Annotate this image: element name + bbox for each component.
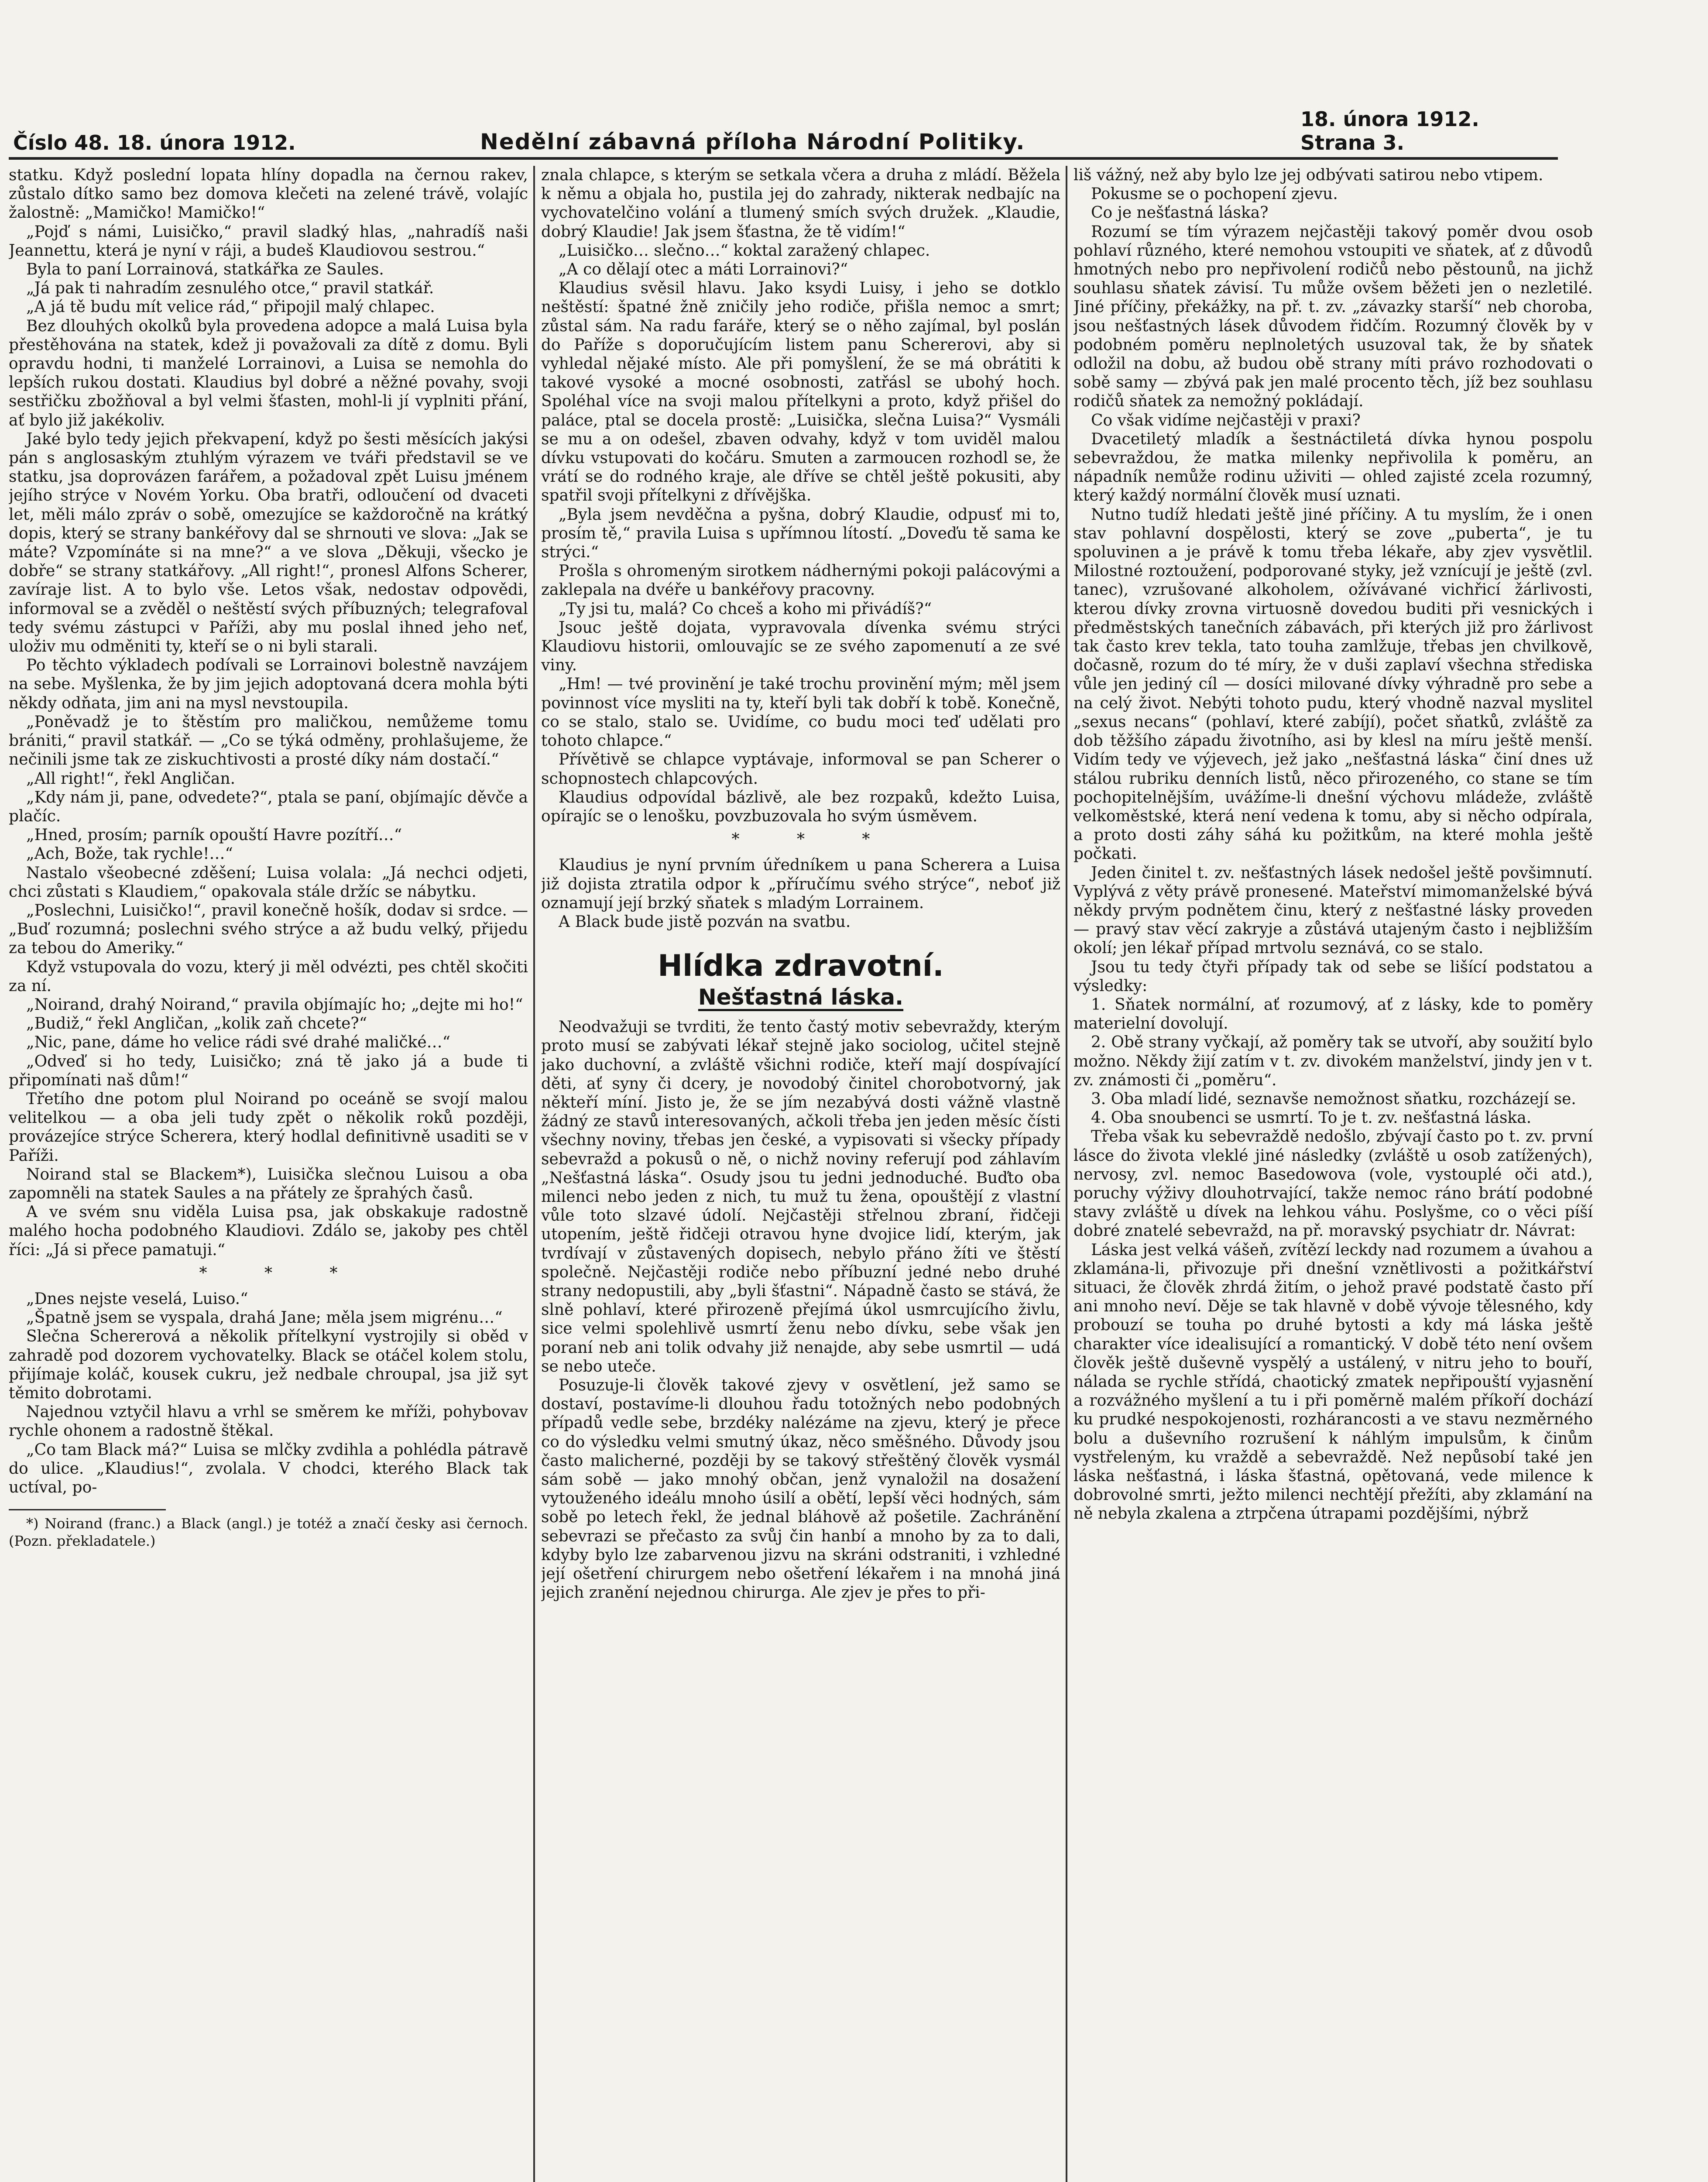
paragraph: „Luisičko… slečno…“ koktal zaražený chlapec. — [559, 241, 930, 260]
paragraph: Posuzuje-li člověk takové zjevy v osvětlení, jež samo se dostaví, postavíme-li dlouhou řadu totožných nebo podobných případů vedle sebe, brzdéky nalézáme na zjevu, který je přece co do výsledku velmi smutný úkaz, něco směšného. Důvody jsou často malicherné, později by se takový střeštěný člověk vysmál sám sobě — jako mnohý občan, jenž vynaložil na dosažení vytouženého ideálu mnoho úsilí a obětí, lepší věci hodných, sám sobě po letech řekl, že jednal bláhově až pošetile. Zachránění sebevrazi se přečasto za svůj čin hanbí a mnoho by za to dali, kdyby bylo lze zabarvenou jizvu na skráni odstraniti, i vzhledné její ošetření chirurgem nebo ošetření lékařem i na mnohá jiná jejich zranění nejednou chirurga. Ale zjev je přes to při- — [541, 1376, 1060, 1602]
paragraph: Třetího dne potom plul Noirand po oceáně se svojí malou velitelkou — a oba jeli tudy zpět o několik roků později, provázejíce strýce Scherera, který hodlal definitivně usaditi se v Paříži. — [9, 1090, 528, 1165]
paragraph: Klaudius je nyní prvním úředníkem u pana Scherera a Luisa již dojista ztratila odpor k „příručímu svého strýce“, neboť již oznamují její brzký sňatek s mladým Lorrainem. — [541, 856, 1060, 912]
header-issue: Číslo 48. 18. února 1912. — [13, 131, 296, 154]
paragraph: „Ty jsi tu, malá? Co chceš a koho mi přivádíš?“ — [559, 600, 932, 618]
paragraph: Když vstupovala do vozu, který ji měl odvézti, pes chtěl skočiti za ní. — [9, 958, 528, 995]
paragraph: Neodvažuji se tvrditi, že tento častý motiv sebevraždy, kterým proto musí se zabývati lékař stejně jako sociolog, učitel stejně jako duchovní, a zvláště všichni rodiče, kteří mají dospívající děti, ať syny či dcery, je novodobý činitel chorobotvorný, jak někteří míní. Jisto je, že se jím nezabývá dosti vážně vlastně žádný ze stavů interesovaných, ačkoli třeba jen jeden měsíc čísti všechny noviny, třebas jen české, a vypisovati si všecky případy sebevražd a pokusů o ně, o nichž noviny referují pod záhlavím „Nešťastná láska“. Osudy jsou tu jedni jednoduché. Buďto oba milenci nebo jeden z nich, tu muž tu žena, opouštějí z vlastní vůle toto slzavé údolí. Nejčastěji střelnou zbraní, řidčeji utopením, ještě řidčeji otravou hyne dvojice lidí, kterým, jak tvrdívají v zůstavených dopisech, nebylo přáno žíti ve štěstí společně. Nejčastěji rodiče nebo příbuzní jedné nebo druhé strany nedopustili, aby „byli šťastni“. Nápadně často se stává, že slně pohlaví, které přirozeně přejímá úkol usmrcujícího živlu, sice velmi spolehlivě usmrtí ženu nebo dívku, sebe však jen poraní neb ani tolik odvahy již nenajde, aby sebe usmrtil — udá se nebo uteče. — [541, 1018, 1060, 1376]
paragraph: „Co tam Black má?“ Luisa se mlčky zvdihla a pohlédla pátravě do ulice. „Klaudius!“, zvolala. V chodci, kterého Black tak uctíval, po- — [9, 1441, 528, 1497]
paragraph: „A co dělají otec a máti Lorrainovi?“ — [559, 261, 848, 279]
paragraph: Třeba však ku sebevraždě nedošlo, zbývají často po t. zv. první lásce do života vleklé jiné následky (zvláště u osob zatížených), nervosy, zvl. nemoc Basedowova (vole, vystouplé oči atd.), poruchy výživy dlouhotrvající, takže nemoc ráno brátí podobné stavy zvláště u dívek na lehkou váhu. Poslyšme, co o věci píší dobré znatelé sebevražd, na př. moravský psychiatr dr. Návrat: — [1074, 1128, 1593, 1240]
column-divider — [533, 166, 535, 2182]
section-break-stars: * * * — [199, 1264, 364, 1282]
paragraph: 2. Obě strany vyčkají, až poměry tak se utvoří, aby soužití bylo možno. Někdy žijí zatím v t. zv. divokém manželství, jindy jen v t. zv. známosti či „poměru“. — [1074, 1033, 1593, 1089]
paragraph: „Nic, pane, dáme ho velice rádi své drahé maličké…“ — [26, 1033, 451, 1052]
paragraph: „Já pak ti nahradím zesnulého otce,“ pravil statkář. — [26, 279, 434, 298]
paragraph: Láska jest velká vášeň, zvítězí leckdy nad rozumem a úvahou a zklamána-li, přivozuje při dnešní vznětlivosti a požitkářství situaci, že člověk zhrdá žitím, o jehož pravé podstatě často pří ani mnoho neví. Děje se tak hlavně v době vývoje tělesného, kdy probouzí se touha po druhé bytosti a kdy má láska ještě charakter více idealisující a romantický. V době této není ovšem člověk ještě duševně vyspělý a ustálený, v nitru jeho to bouří, nálada se rychle střídá, chaotický zmatek nepřipouští vyjasnění a rozvážného myšlení a tu i při poměrně malém příkoří dochází ku prudké nespokojenosti, rozhárancosti a ve stavu nezměrného bolu a duševního rozrušení k náhlým impulsům, k činům vystřeleným, ku vraždě a sebevraždě. Než nepůsobí také jen láska nešťastná, i láska šťastná, opětovaná, vede milence k dobrovolné smrti, ježto milenci nechtějí přežíti, aby zklamání na ně nebyla zkalena a ztrpčena útrapami pozdějšími, nýbrž — [1074, 1241, 1593, 1523]
footnote: *) Noirand (franc.) a Black (angl.) je totéž a značí česky asi černoch. (Pozn. překladatele.) — [9, 1515, 528, 1550]
paragraph: 3. Oba mladí lidé, seznavše nemožnost sňatku, rozcházejí se. — [1091, 1090, 1576, 1108]
paragraph: 1. Sňatek normální, ať rozumový, ať z lásky, kde to poměry materielní dovolují. — [1074, 995, 1593, 1033]
paragraph: Najednou vztyčil hlavu a vrhl se směrem ke mříži, pohybovav rychle ohonem a radostně štěkal. — [9, 1403, 528, 1440]
paragraph: Prošla s ohromeným sirotkem nádhernými pokoji palácovými a zaklepala na dvéře u bankéřovy pracovny. — [541, 562, 1060, 599]
paragraph: Jsouc ještě dojata, vypravovala dívenka svému strýci Klaudiovu historii, omlouvajíc se ze svého zapomenutí a ze své viny. — [541, 618, 1060, 675]
paragraph: „A já tě budu mít velice rád,“ připojil malý chlapec. — [26, 298, 435, 316]
paragraph: „Noirand, drahý Noirand,“ pravila objímajíc ho; „dejte mi ho!“ — [26, 995, 523, 1014]
paragraph: Noirand stal se Blackem*), Luisička slečnou Luisou a oba zapomněli na statek Saules a na přátely ze šprahých časů. — [9, 1165, 528, 1202]
paragraph: „Špatně jsem se vyspala, drahá Jane; měla jsem migrénu…“ — [26, 1309, 503, 1327]
section-title: Hlídka zdravotní. — [658, 949, 944, 984]
paragraph: Co je nešťastná láska? — [1091, 204, 1269, 222]
paragraph: „Byla jsem nevděčna a pyšna, dobrý Klaudie, odpusť mi to, prosím tě,“ pravila Luisa s upřímnou lítostí. „Doveďu tě sama ke strýci.“ — [541, 505, 1060, 562]
paragraph: „Hned, prosím; parník opouští Havre pozítří…“ — [26, 826, 402, 844]
column-1 — [9, 166, 528, 2182]
paragraph: „Odveď si ho tedy, Luisičko; zná tě jako já a bude ti připomínati naš dům!“ — [9, 1052, 528, 1089]
paragraph: „Budiž,“ řekl Angličan, „kolik zaň chcete?“ — [26, 1015, 367, 1033]
paragraph: „Ach, Bože, tak rychle!…“ — [26, 845, 233, 863]
paragraph: Přívětivě se chlapce vyptávaje, informoval se pan Scherer o schopnostech chlapcových. — [541, 751, 1060, 788]
page-header — [9, 107, 1558, 160]
paragraph: Jaké bylo tedy jejich překvapení, když po šesti měsících jakýsi pán s anglosaským ztuhlým výrazem ve tváři představil se ve statku, jsa doprovázen farářem, a požadoval zpět Luisu jménem jejího strýce v Novém Yorku. Oba bratři, odloučení od dvaceti let, měli málo zpráv o sobě, omezujíce se každoročně na krátký dopis, který se strany bankéřovy dal se shrnouti ve slova: „Jak se máte? Vzpomínáte si na mne?“ a ve slova „Děkuji, všecko je dobře“ se strany statkářovy. „All right!“, pronesl Alfons Scherer, zavíraje list. A to bylo vše. Letos však, nedostav odpovědi, informoval se a zvěděl o neštěstí svých příbuzných; telegrafoval tedy svému zástupci v Paříži, aby mu poslal ihned jeho neť, uloživ mu odměniti ty, kteří se o ni byli starali. — [9, 430, 528, 656]
paragraph: Klaudius odpovídal bázlivě, ale bez rozpaků, kdežto Luisa, opírajíc se o lenošku, povzbuzovala ho svým úsměvem. — [541, 788, 1060, 825]
paragraph: „Hm! — tvé provinění je také trochu provinění mým; měl jsem povinnost více mysliti na ty, kteří byli tak dobří k tobě. Konečně, co se stalo, stalo se. Uvidíme, co budu moci teď udělati pro tohoto chlapce.“ — [541, 675, 1060, 750]
paragraph: Byla to paní Lorrainová, statkářka ze Saules. — [26, 261, 384, 279]
section-break-stars: * * * — [731, 830, 896, 849]
paragraph: „Poslechni, Luisičko!“, pravil konečně hošík, dodav si srdce. — „Buď rozumná; poslechni svého strýce a až budu velký, přijedu za tebou do Ameriky.“ — [9, 901, 528, 957]
paragraph: A ve svém snu viděla Luisa psa, jak obskakuje radostně malého hocha podobného Klaudiovi. Zdálo se, jakoby pes chtěl říci: „Já si přece pamatuji.“ — [9, 1203, 528, 1259]
paragraph: Nutno tudíž hledati ještě jiné příčiny. A tu myslím, že i onen stav pohlavní dospělosti, který se zove „puberta“, je tu spoluvinen a je právě k tomu třeba lékaře, aby zjev vysvětlil. Milostné roztoužení, podporované styky, jež vznícují je ještě (zvl. tanec), vzrušované alkoholem, ožívávané vichřicí žárlivosti, kterou dívky zrovna virtuosně dovedou buditi při vesnických i předměstských tanečních zábavách, při kterých již pro žárlivost tak často krev tekla, tato touha zamlžuje, třebas jen chvilkově, dočasně, rozum do té míry, že v duši zaplaví všechna střediska vůle jen jediný cíl — dosíci milované dívky výhradně pro sebe a na celý život. Nebýti tohoto pudu, který vhodně nazval myslitel „sexus necans“ (pohlaví, které zabíjí), počet sňatků, zvláště za dob těžšího západu životního, asi by klesl na míru ještě menší. Vidím tedy ve výjevech, jež jako „nešťastná láska“ činí dnes už stálou rubriku denních listů, něco přirozeného, co stane se tím pochopitelnějším, uvážíme-li dnešní výchovu mládeže, zvláště velkoměstské, která není vedena k tomu, aby si něcho odpírala, a proto dosti záhy sáhá ku požitkům, na které mohla ještě počkati. — [1074, 505, 1593, 863]
footnote-divider — [9, 1509, 166, 1510]
paragraph: Klaudius svěsil hlavu. Jako ksydi Luisy, i jeho se dotklo neštěstí: špatné žně zničily jeho rodiče, přišla nemoc a smrt; zůstal sám. Na radu faráře, který se o něho zajímal, byl poslán do Paříže s doporučujícím listem panu Schererovi, aby si vyhledal nějaké místo. Ale při pomyšlení, že se má obrátiti k takové vysoké a mocné osobnosti, zatřásl se ubohý hoch. Spoléhal více na svoji malou přítelkyni a proto, když přišel do paláce, ptal se docela prostě: „Luisička, slečna Luisa?“ Vysmáli se mu a on odešel, zbaven odvahy, když v tom uviděl malou dívku vstupovati do kočáru. Smuten a zarmoucen rozhodl se, že vrátí se do rodného kraje, ale dříve se chtěl ještě pokusiti, aby spatřil svoji přítelkyni z dřívějška. — [541, 279, 1060, 505]
column-3 — [1074, 166, 1593, 2182]
paragraph: Co však vidíme nejčastěji v praxi? — [1091, 411, 1361, 429]
paragraph: znala chlapce, s kterým se setkala včera a druha z mládí. Běžela k němu a objala ho, pustila jej do zahrady, nikterak nedbajíc na vychovatelčino volání a tlumený smích svých družek. „Klaudie, dobrý Klaudie! Jak jsem šťastna, že tě vidím!“ — [541, 166, 1060, 241]
paragraph: „Poněvadž je to štěstím pro maličkou, nemůžeme tomu brániti,“ pravil statkář. — „Co se týká odměny, prohlašujeme, že nečinili jsme tak ze ziskuchtivosti a prosté díky nám dostačí.“ — [9, 713, 528, 769]
paragraph: Jsou tu tedy čtyři případy tak od sebe se lišící podstatou a výsledky: — [1074, 958, 1593, 995]
header-publication-title: Nedělní zábavná příloha Národní Politiky. — [480, 129, 1025, 154]
paragraph: Rozumí se tím výrazem nejčastěji takový poměr dvou osob pohlaví různého, které nemohou vstoupiti ve sňatek, ať z důvodů hmotných nebo pro nepřivolení rodičů nebo pěstounů, na jichž souhlasu sňatek závisí. Tu může ovšem běžeti jen o nezletilé. Jiné příčiny, překážky, na př. t. zv. „závazky starší“ neb choroba, jsou nešťastných lásek důvodem řidčím. Rozumný člověk by v podobném poměru neplnoletých usuzoval tak, že by sňatek odložil na dobu, až budou obě strany míti právo rozhodovati o sobě samy — zbývá pak jen malé procento těch, jíž bez souhlasu rodičů sňatek za nemožný pokládají. — [1074, 223, 1593, 411]
column-2 — [541, 166, 1060, 2182]
paragraph: „Dnes nejste veselá, Luiso.“ — [26, 1290, 248, 1308]
paragraph: Nastalo všeobecné zděšení; Luisa volala: „Já nechci odjeti, chci zůstati s Klaudiem,“ opakovala stále držíc se nábytku. — [9, 864, 528, 901]
paragraph: Po těchto výkladech podívali se Lorrainovi bolestně navzájem na sebe. Myšlenka, že by jim jejich adoptovaná dcera mohla býti někdy odňata, jim ani na mysl nevstoupila. — [9, 656, 528, 712]
paragraph: Jeden činitel t. zv. nešťastných lásek nedošel ještě povšimnutí. Vyplývá z věty právě pronesené. Mateřství mimomanželské bývá někdy prvým podnětem činu, který z nešťastné lásky proveden — pravý stav věcí zakryje a zůstává utajeným často i nejbližším okolí; jen lékař případ mrtvolu seznává, co se stalo. — [1074, 864, 1593, 957]
paragraph: Bez dlouhých okolků byla provedena adopce a malá Luisa byla přestěhována na statek, kdež ji považovali za dítě z domu. Byli opravdu hodni, ti manželé Lorrainovi, a Luisa se nemohla do lepších rukou dostati. Klaudius byl dobré a něžné povahy, svoji sestřičku zbožňoval a byl velmi šťasten, mohl-li jí vyplniti přání, ať bylo již jakékoliv. — [9, 317, 528, 429]
paragraph: „All right!“, řekl Angličan. — [26, 769, 236, 788]
paragraph: Dvacetiletý mladík a šestnáctiletá dívka hynou pospolu sebevraždou, že matka milenky nepřivolila k poměru, an nápadník nemůže rodinu uživiti — ohled zajisté zcela rozumný, který každý normální člověk musí uznati. — [1074, 430, 1593, 505]
section-subtitle: Nešťastná láska. — [698, 985, 904, 1010]
paragraph: „Kdy nám ji, pane, odvedete?“, ptala se paní, objímajíc děvče a plačíc. — [9, 788, 528, 825]
paragraph: Slečna Schererová a několik přítelkyní vystrojily si oběd v zahradě pod dozorem vychovatelky. Black se otáčel kolem stolu, přijímaje koláč, kousek cukru, jež nedbale chroupal, jsa již syt těmito dobrotami. — [9, 1328, 528, 1402]
paragraph: liš vážný, než aby bylo lze jej odbývati satirou nebo vtipem. — [1074, 166, 1543, 184]
paragraph: „Pojď s námi, Luisičko,“ pravil sladký hlas, „nahradíš naši Jeannettu, která je nyní v ráji, a budeš Klaudiovou sestrou.“ — [9, 223, 528, 260]
header-date-page: 18. února 1912. Strana 3. — [1300, 107, 1479, 154]
paragraph: Pokusme se o pochopení zjevu. — [1091, 185, 1338, 203]
column-divider — [1066, 166, 1067, 2182]
paragraph: statku. Když poslední lopata hlíny dopadla na černou rakev, zůstalo dítko samo bez domova klečeti na zelené trávě, volajíc žalostně: „Mamičko! Mamičko!“ — [9, 166, 528, 222]
paragraph: A Black bude jistě pozván na svatbu. — [559, 913, 851, 931]
paragraph: 4. Oba snoubenci se usmrtí. To je t. zv. nešťastná láska. — [1091, 1109, 1532, 1127]
